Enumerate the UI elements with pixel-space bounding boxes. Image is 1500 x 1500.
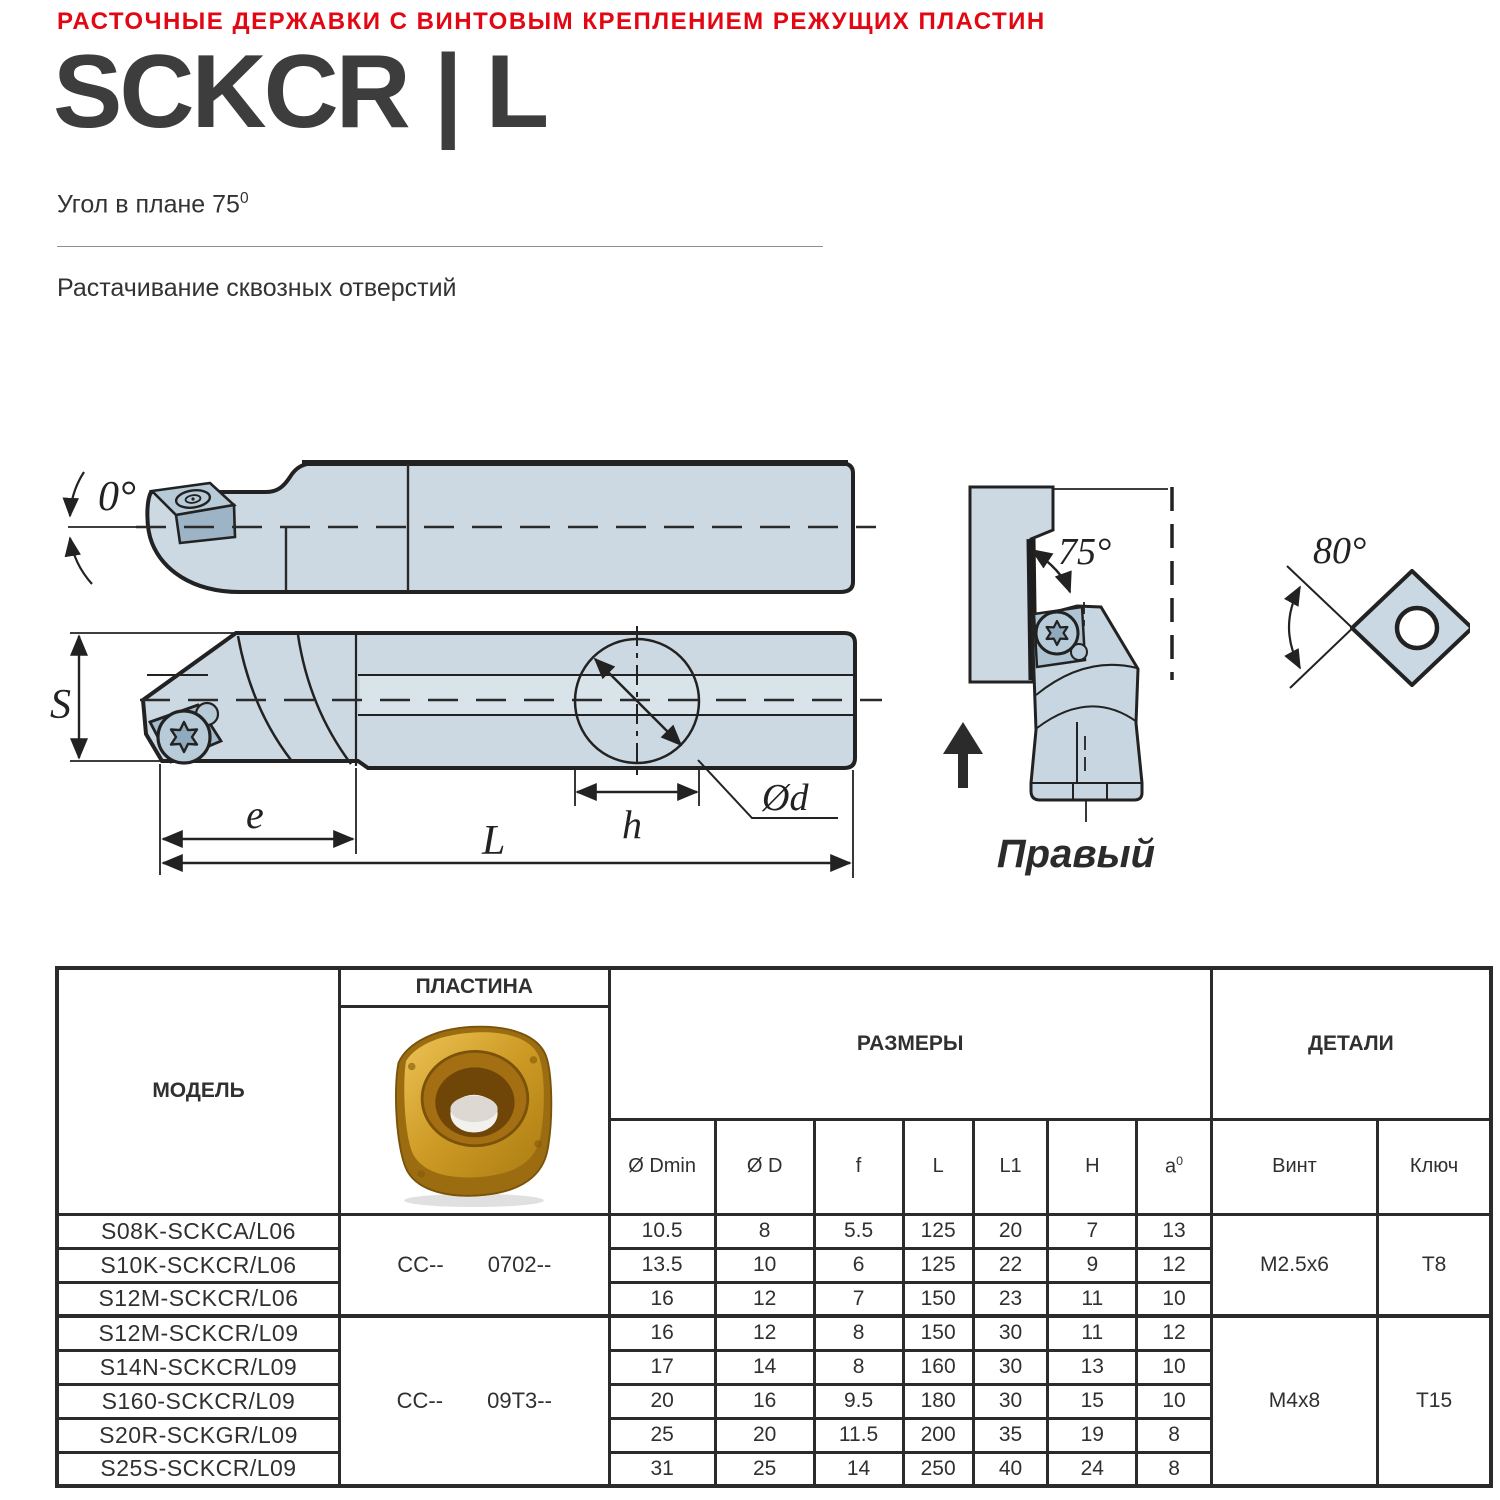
dim-value: 250 xyxy=(903,1452,973,1486)
dim-h-label: h xyxy=(622,802,642,847)
dim-value: 20 xyxy=(973,1214,1048,1248)
dim-value: 24 xyxy=(1048,1452,1137,1486)
dim-value: 8 xyxy=(814,1350,903,1384)
dim-value: 12 xyxy=(715,1282,814,1316)
col-header-l: L xyxy=(903,1119,973,1214)
dim-value: 13 xyxy=(1137,1214,1212,1248)
dim-value: 30 xyxy=(973,1316,1048,1350)
dim-l-label: L xyxy=(482,818,506,864)
plan-angle-subtitle xyxy=(57,190,249,219)
right-hand-view-drawing xyxy=(943,487,1172,876)
dim-value: 10 xyxy=(1137,1282,1212,1316)
insert-angle-label: 80° xyxy=(1313,530,1367,572)
specification-table xyxy=(55,966,1493,1488)
dim-value: 14 xyxy=(814,1452,903,1486)
dim-value: 40 xyxy=(973,1452,1048,1486)
model-name: S160-SCKCR/L09 xyxy=(57,1384,339,1418)
dim-value: 16 xyxy=(609,1316,715,1350)
model-name: S12M-SCKCR/L06 xyxy=(57,1282,339,1316)
dim-value: 11 xyxy=(1048,1282,1137,1316)
dim-value: 9 xyxy=(1048,1248,1137,1282)
dim-value: 30 xyxy=(973,1384,1048,1418)
divider-line xyxy=(57,246,823,247)
insert-hole xyxy=(1397,608,1437,648)
dim-value: 13 xyxy=(1048,1350,1137,1384)
dim-value: 12 xyxy=(1137,1316,1212,1350)
dim-value: 8 xyxy=(715,1214,814,1248)
model-name: S14N-SCKCR/L09 xyxy=(57,1350,339,1384)
key-value: T8 xyxy=(1378,1214,1491,1316)
col-header-model: МОДЕЛЬ xyxy=(57,968,339,1214)
dim-value: 13.5 xyxy=(609,1248,715,1282)
dim-value: 150 xyxy=(903,1282,973,1316)
dim-value: 125 xyxy=(903,1214,973,1248)
dim-value: 17 xyxy=(609,1350,715,1384)
dim-value: 7 xyxy=(814,1282,903,1316)
insert-geometry-drawing xyxy=(1287,530,1470,688)
col-header-dmin: Ø Dmin xyxy=(609,1119,715,1214)
page-kicker: РАСТОЧНЫЕ ДЕРЖАВКИ С ВИНТОВЫМ КРЕПЛЕНИЕМ РЕЖУЩИХ ПЛАСТИН xyxy=(57,8,1046,35)
table-row xyxy=(57,1316,1491,1350)
col-header-screw: Винт xyxy=(1211,1119,1377,1214)
hand-label: Правый xyxy=(996,832,1156,876)
feed-direction-arrow-icon xyxy=(943,722,983,788)
dim-value: 16 xyxy=(715,1384,814,1418)
col-header-d: Ø D xyxy=(715,1119,814,1214)
insert-photo-cell xyxy=(339,1006,609,1214)
dim-e-label: e xyxy=(246,792,264,837)
col-header-f: f xyxy=(814,1119,903,1214)
model-name: S20R-SCKGR/L09 xyxy=(57,1418,339,1452)
dim-value: 125 xyxy=(903,1248,973,1282)
dim-value: 6 xyxy=(814,1248,903,1282)
col-header-dimensions: РАЗМЕРЫ xyxy=(609,968,1211,1119)
dim-value: 14 xyxy=(715,1350,814,1384)
dim-value: 180 xyxy=(903,1384,973,1418)
plan-angle-text: Угол в плане 75 xyxy=(57,190,240,219)
col-header-l1: L1 xyxy=(973,1119,1048,1214)
dim-value: 23 xyxy=(973,1282,1048,1316)
application-description: Растачивание сквозных отверстий xyxy=(57,274,457,302)
table-row xyxy=(57,1214,1491,1248)
dim-value: 160 xyxy=(903,1350,973,1384)
plan-angle-sup: 0 xyxy=(239,190,249,207)
dim-value: 22 xyxy=(973,1248,1048,1282)
model-name: S08K-SCKCA/L06 xyxy=(57,1214,339,1248)
dim-value: 19 xyxy=(1048,1418,1137,1452)
shank-diameter-label: Ød xyxy=(762,777,809,819)
model-name: S10K-SCKCR/L06 xyxy=(57,1248,339,1282)
dim-value: 9.5 xyxy=(814,1384,903,1418)
dim-value: 11.5 xyxy=(814,1418,903,1452)
key-value: T15 xyxy=(1378,1316,1491,1486)
dim-value: 150 xyxy=(903,1316,973,1350)
model-name: S12M-SCKCR/L09 xyxy=(57,1316,339,1350)
dim-value: 200 xyxy=(903,1418,973,1452)
dim-value: 30 xyxy=(973,1350,1048,1384)
dim-value: 16 xyxy=(609,1282,715,1316)
dim-value: 20 xyxy=(609,1384,715,1418)
side-view-drawing xyxy=(68,463,876,592)
dim-value: 25 xyxy=(715,1452,814,1486)
plan-angle-label: 75° xyxy=(1058,531,1112,573)
dim-value: 5.5 xyxy=(814,1214,903,1248)
dim-value: 10 xyxy=(1137,1384,1212,1418)
col-header-insert: ПЛАСТИНА xyxy=(339,968,609,1006)
col-header-details: ДЕТАЛИ xyxy=(1211,968,1491,1119)
col-header-key: Ключ xyxy=(1378,1119,1491,1214)
insert-code-cell: CC-- 09T3-- xyxy=(339,1316,609,1486)
dim-value: 7 xyxy=(1048,1214,1137,1248)
dim-value: 10 xyxy=(1137,1350,1212,1384)
page-title: SCKCR | L xyxy=(53,34,547,150)
dim-value: 12 xyxy=(715,1316,814,1350)
dim-value: 25 xyxy=(609,1418,715,1452)
dim-value: 10.5 xyxy=(609,1214,715,1248)
dim-value: 8 xyxy=(1137,1418,1212,1452)
dim-value: 31 xyxy=(609,1452,715,1486)
screw-value: M2.5x6 xyxy=(1211,1214,1377,1316)
technical-drawing xyxy=(50,430,1470,900)
col-header-h: H xyxy=(1048,1119,1137,1214)
dim-value: 11 xyxy=(1048,1316,1137,1350)
dim-value: 20 xyxy=(715,1418,814,1452)
screw-value: M4x8 xyxy=(1211,1316,1377,1486)
top-view-drawing xyxy=(50,626,882,878)
col-header-alpha: $a^0$ xyxy=(1137,1119,1212,1214)
side-rake-angle-label: 0° xyxy=(98,474,136,520)
dim-value: 15 xyxy=(1048,1384,1137,1418)
dim-value: 35 xyxy=(973,1418,1048,1452)
dim-value: 8 xyxy=(814,1316,903,1350)
dim-value: 12 xyxy=(1137,1248,1212,1282)
insert-code-cell: CC-- 0702-- xyxy=(339,1214,609,1316)
dim-value: 8 xyxy=(1137,1452,1212,1486)
dim-s-label: S xyxy=(50,682,71,728)
dim-value: 10 xyxy=(715,1248,814,1282)
insert-photo xyxy=(371,1008,577,1208)
model-name: S25S-SCKCR/L09 xyxy=(57,1452,339,1486)
